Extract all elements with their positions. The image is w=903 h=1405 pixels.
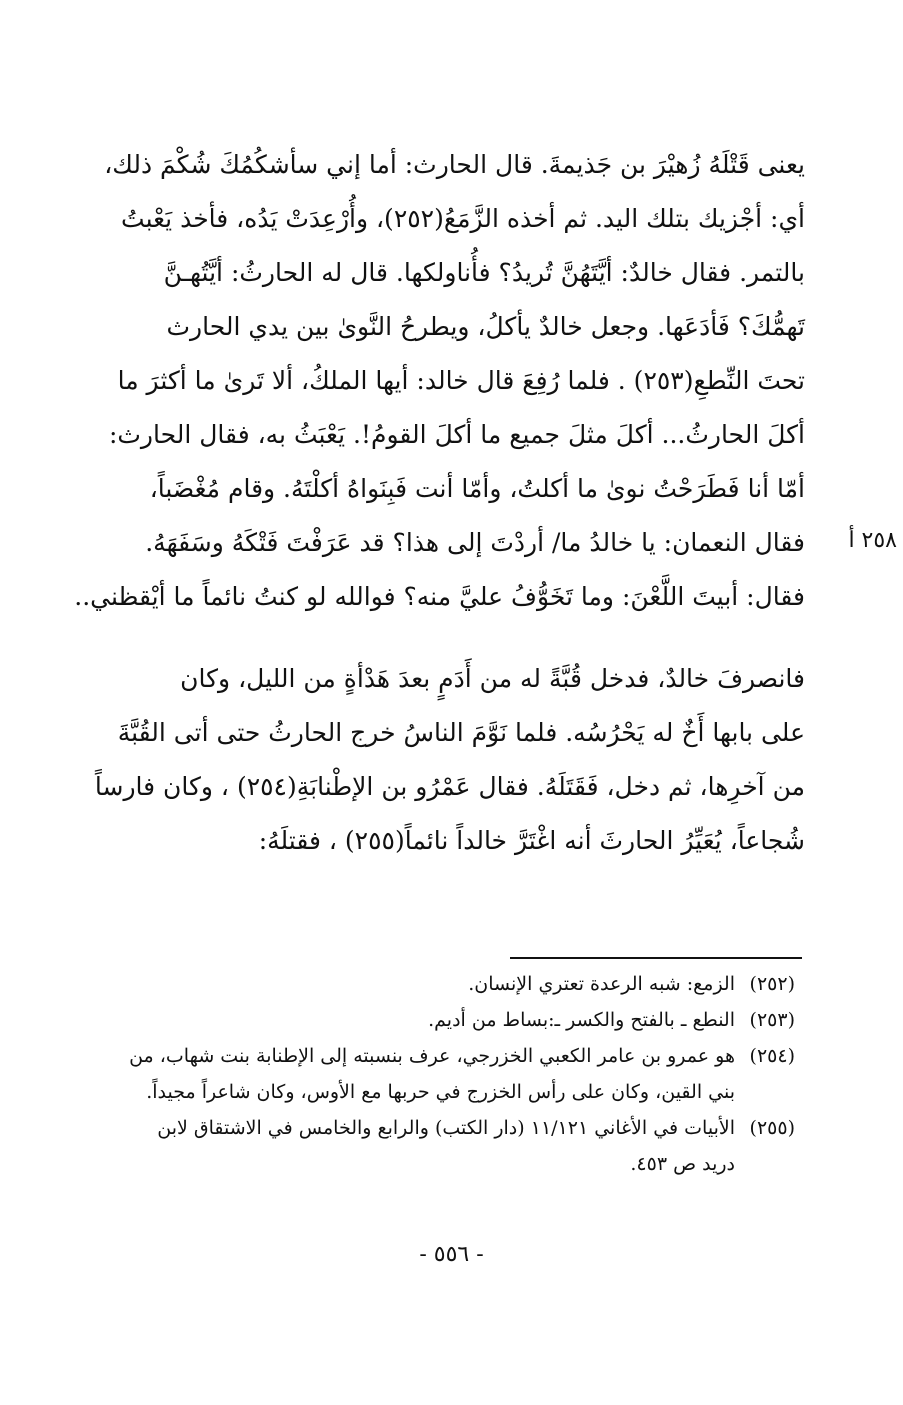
footnote-text bbox=[90, 966, 735, 1002]
footnote-number: (٢٥٥) bbox=[749, 1117, 795, 1139]
main-paragraph-1 bbox=[74, 138, 805, 624]
text-line: من آخرِها، ثم دخل، فَقَتَلَهُ. فقال عَمْرُو بن الإطْنابَةِ(٢٥٤) ، وكان فارساً bbox=[94, 772, 805, 801]
text-line: شُجاعاً، يُعَيِّرُ الحارثَ أنه اغْتَرَّ خالداً نائماً(٢٥٥) ، فقتلَهُ: bbox=[258, 826, 805, 855]
footnote bbox=[90, 1038, 795, 1110]
text-line: بالتمر. فقال خالدٌ: أيَّتَهُنَّ تُريدُ؟ فأُناولكها. قال له الحارثُ: أيَّتُهـنَّ bbox=[163, 258, 805, 287]
footnote-line: هو عمرو بن عامر الكعبي الخزرجي، عرف بنسبته إلى الإطنابة بنت شهاب، من bbox=[129, 1045, 735, 1067]
text-line: أكلَ الحارثُ... أكلَ مثلَ جميع ما أكلَ القومُ!. يَعْبَثُ به، فقال الحارث: bbox=[108, 420, 805, 449]
footnote-number: (٢٥٢) bbox=[749, 973, 795, 995]
text-line: على بابها أَخٌ له يَحْرُسُه. فلما نَوَّمَ الناسُ خرج الحارثُ حتى أتى القُبَّةَ bbox=[117, 718, 805, 747]
manuscript-folio-marker: ٢٥٨ أ bbox=[848, 528, 897, 553]
text-line: يعنى قَتْلَهُ زُهيْرَ بن جَذيمةَ. قال الحارث: أما إني سأشكُمُكَ شُكْمَ ذلك، bbox=[104, 150, 805, 179]
text-line: فانصرفَ خالدٌ، فدخل قُبَّةً له من أَدَمٍ بعدَ هَدْأةٍ من الليل، وكان bbox=[180, 664, 805, 693]
footnote bbox=[90, 1110, 795, 1182]
footnotes bbox=[90, 966, 795, 1182]
footnote-separator bbox=[510, 957, 802, 959]
footnote bbox=[90, 1002, 795, 1038]
footnote-line: دريد ص ٤٥٣. bbox=[630, 1153, 735, 1175]
footnote-line: الأبيات في الأغاني ١١/١٢١ (دار الكتب) والرابع والخامس في الاشتقاق لابن bbox=[157, 1117, 735, 1139]
footnote-number: (٢٥٣) bbox=[749, 1009, 795, 1031]
footnote-text bbox=[90, 1038, 735, 1110]
text-line: أمّا أنا فَطَرَحْتُ نوىٰ ما أكلتُ، وأمّا أنت فَبِنَواهُ أكلْتَهُ. وقام مُغْضَباً، bbox=[149, 474, 805, 503]
footnote-line: النطع ـ بالفتح والكسر ـ:بساط من أديم. bbox=[428, 1009, 735, 1031]
text-line: تحتَ النِّطعِ(٢٥٣) . فلما رُفِعَ قال خالد: أيها الملكُ، ألا تَرىٰ ما أكثرَ ما bbox=[117, 366, 805, 395]
main-paragraph-2 bbox=[94, 652, 805, 868]
footnote-text bbox=[90, 1110, 735, 1182]
footnote-line: بني القين، وكان على رأس الخزرج في حربها مع الأوس، وكان شاعراً مجيداً. bbox=[146, 1081, 735, 1103]
footnote-number: (٢٥٤) bbox=[749, 1045, 795, 1067]
footnote bbox=[90, 966, 795, 1002]
text-line: فقال النعمان: يا خالدُ ما/ أردْتَ إلى هذا؟ قد عَرَفْتَ فَتْكَهُ وسَفَهَهُ. bbox=[145, 528, 805, 557]
text-line: تَهمُّكَ؟ فَأدَعَها. وجعل خالدٌ يأكلُ، ويطرحُ النَّوىٰ بين يدي الحارث bbox=[166, 312, 805, 341]
page-number: - ٥٥٦ - bbox=[419, 1242, 484, 1267]
text-line: فقال: أبيتَ اللَّعْنَ: وما تَخَوُّفُ عليَّ منه؟ فوالله لو كنتُ نائماً ما أيْقظني.. bbox=[74, 582, 805, 611]
footnote-text bbox=[90, 1002, 735, 1038]
text-line: أي: أجْزيك بتلك اليد. ثم أخذه الزَّمَعُ(٢٥٢)، وأُرْعِدَتْ يَدُه، فأخذ يَعْبتُ bbox=[121, 204, 805, 233]
footnote-line: الزمع: شبه الرعدة تعتري الإنسان. bbox=[468, 973, 735, 995]
